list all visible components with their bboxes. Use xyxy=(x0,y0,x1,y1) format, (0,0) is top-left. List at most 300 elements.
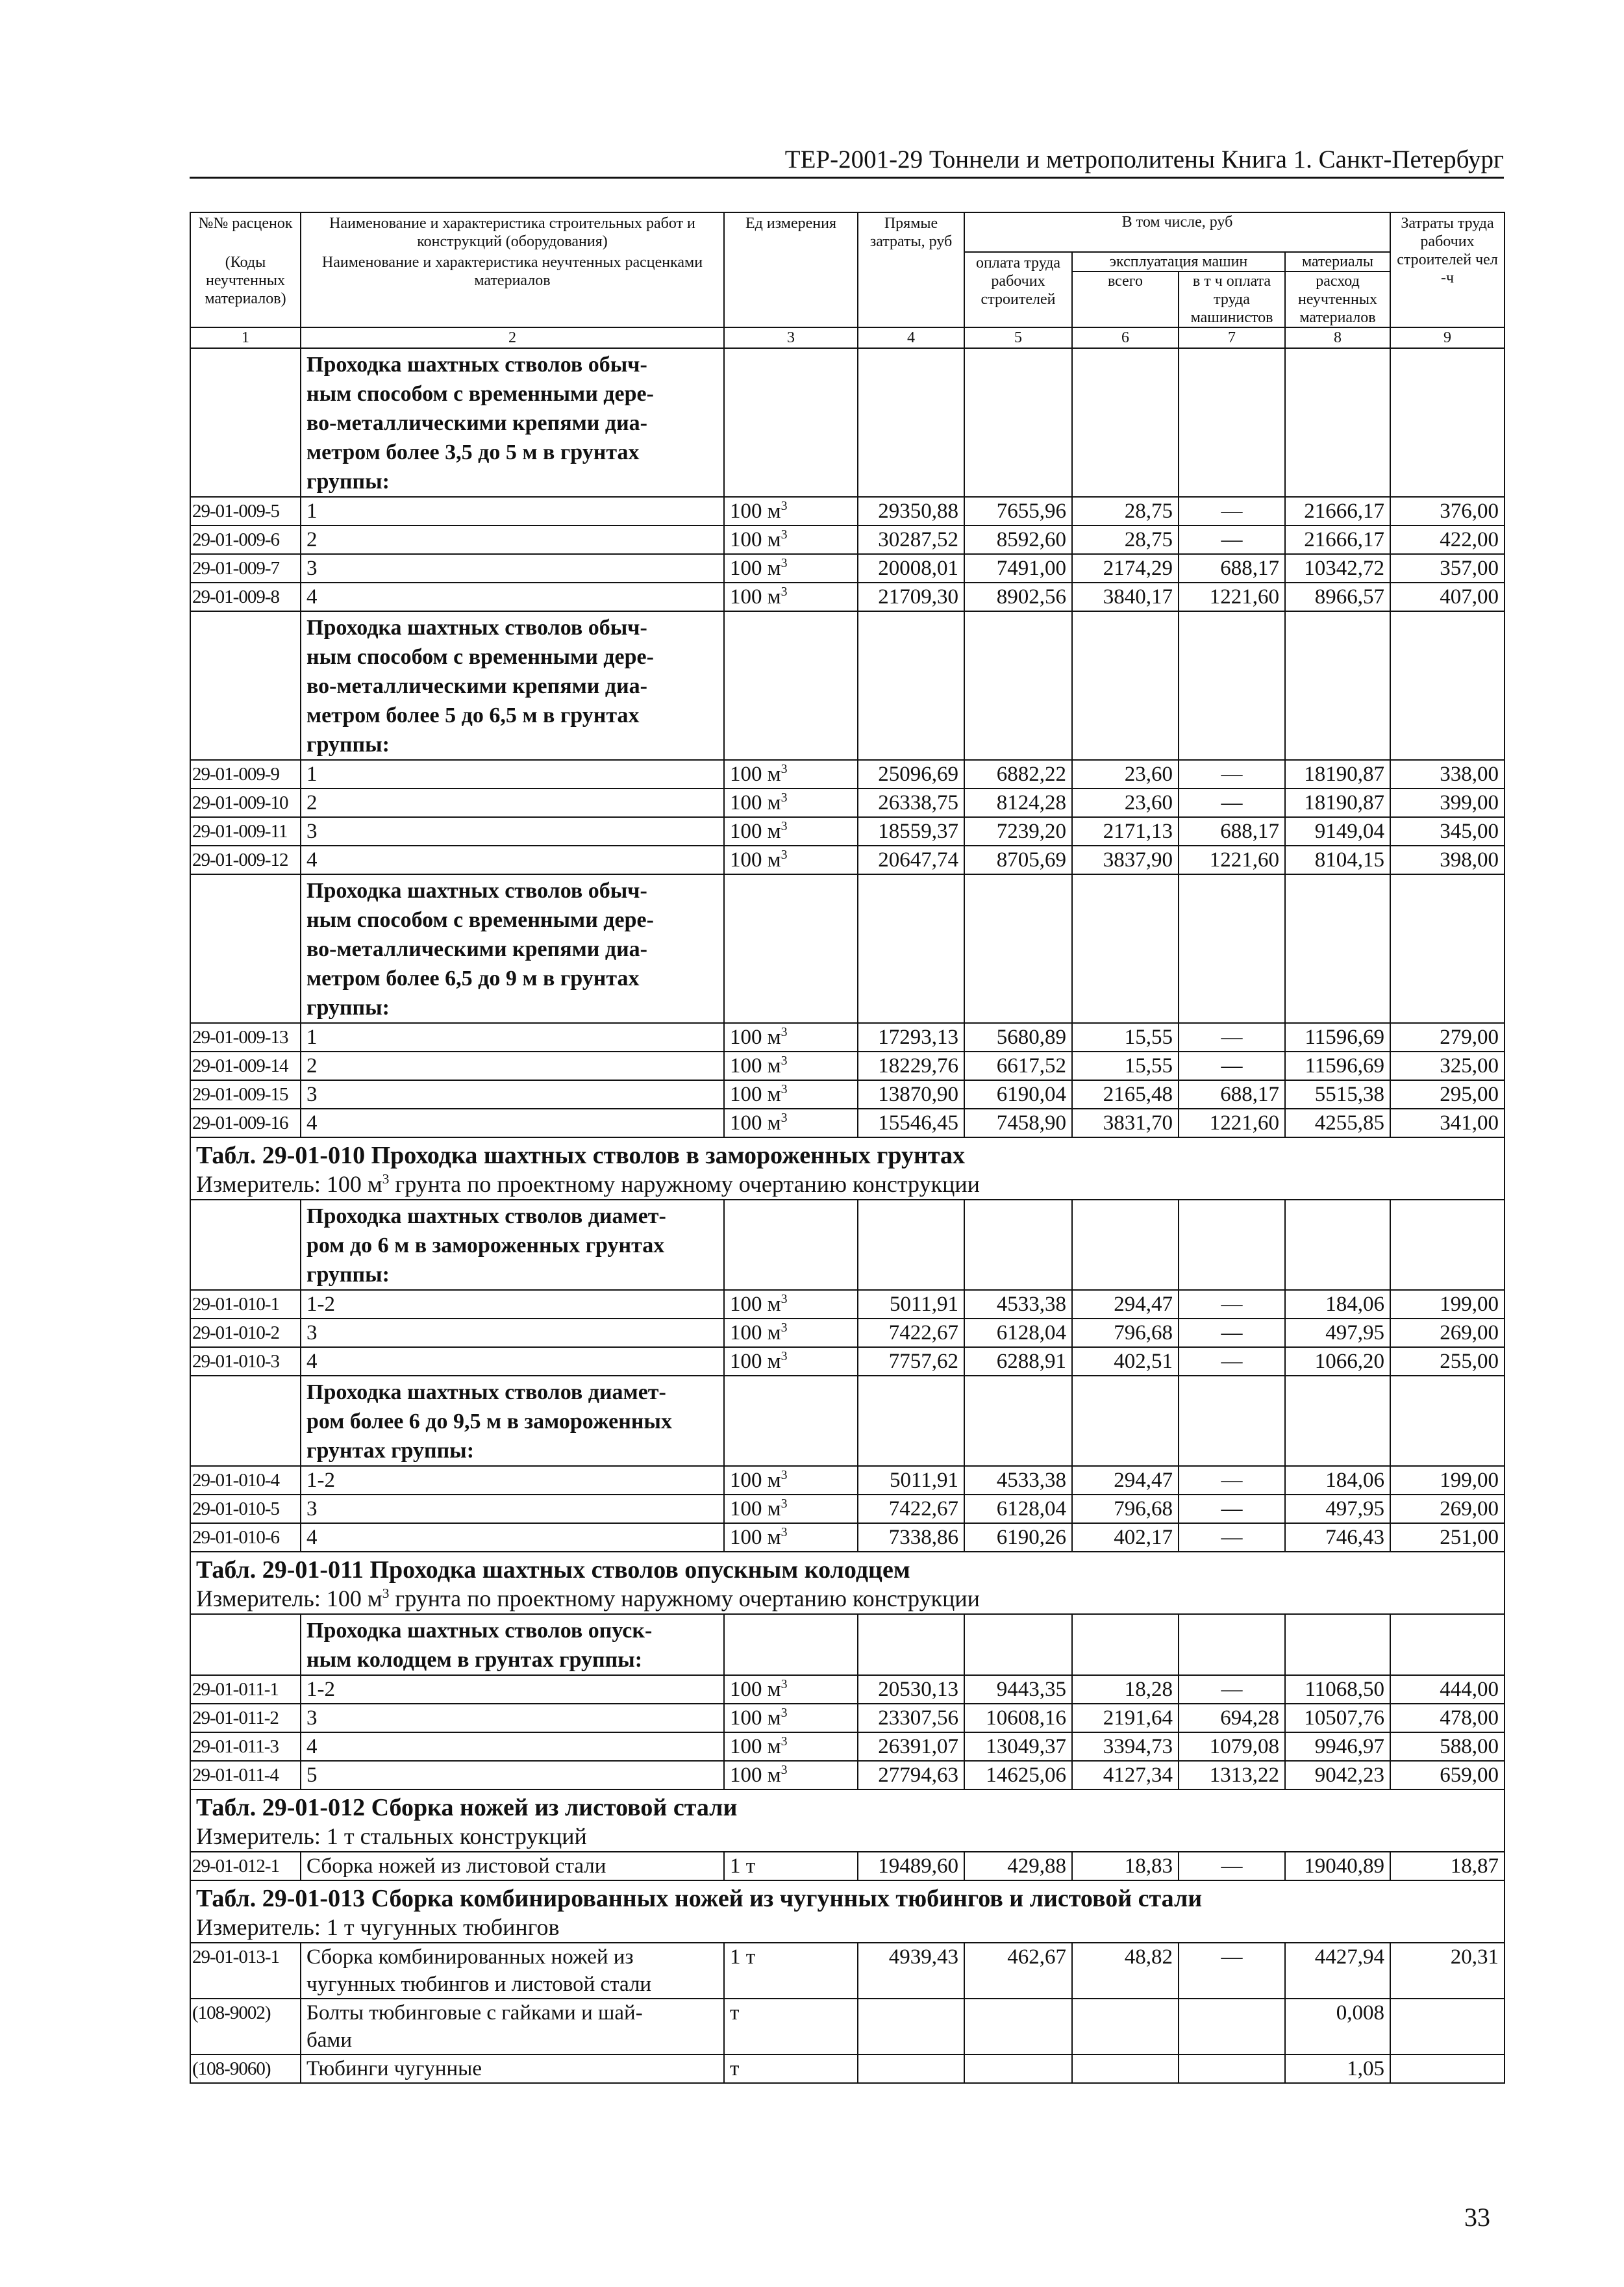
rate-code: (108-9060) xyxy=(190,2054,301,2083)
table-row xyxy=(190,554,1505,583)
table-row xyxy=(190,2054,1505,2083)
group-heading-row xyxy=(190,1376,1505,1466)
materials-cost: 8104,15 xyxy=(1285,846,1390,874)
empty-cell xyxy=(1390,1614,1505,1675)
table-row xyxy=(190,760,1505,789)
labor-hours: 199,00 xyxy=(1390,1466,1505,1495)
empty-cell xyxy=(1285,1376,1390,1466)
table-row xyxy=(190,1704,1505,1732)
unit-cell xyxy=(724,846,858,874)
work-name: Тюбинги чугунные xyxy=(301,2054,724,2083)
unit-exponent: 3 xyxy=(781,1468,788,1482)
measure-label: Измеритель: 100 м xyxy=(196,1171,382,1197)
empty-cell xyxy=(858,874,964,1023)
rate-code: 29-01-009-14 xyxy=(190,1052,301,1080)
unit-exponent: 3 xyxy=(781,848,788,862)
unit-exponent: 3 xyxy=(781,1525,788,1539)
work-name: 1-2 xyxy=(301,1290,724,1319)
labor-hours: 588,00 xyxy=(1390,1732,1505,1761)
machine-cost: 294,47 xyxy=(1072,1290,1179,1319)
rate-code: 29-01-011-2 xyxy=(190,1704,301,1732)
labor-cost: 7491,00 xyxy=(964,554,1072,583)
empty-cell xyxy=(1179,1376,1285,1466)
work-name: 4 xyxy=(301,1523,724,1552)
unit-cell xyxy=(724,1109,858,1137)
table-row xyxy=(190,1023,1505,1052)
machine-cost xyxy=(1072,1999,1179,2054)
materials-cost: 18190,87 xyxy=(1285,789,1390,817)
labor-cost xyxy=(964,2054,1072,2083)
machine-cost: 18,28 xyxy=(1072,1675,1179,1704)
rate-code: 29-01-009-11 xyxy=(190,817,301,846)
section-heading-row xyxy=(190,1137,1505,1200)
column-number: 4 xyxy=(858,327,964,348)
machine-cost: 2165,48 xyxy=(1072,1080,1179,1109)
empty-cell xyxy=(1390,1200,1505,1290)
table-row xyxy=(190,497,1505,525)
unit-cell xyxy=(724,1523,858,1552)
materials-cost: 0,008 xyxy=(1285,1999,1390,2054)
materials-cost: 4255,85 xyxy=(1285,1109,1390,1137)
machinist-labor: — xyxy=(1179,789,1285,817)
materials-cost: 10342,72 xyxy=(1285,554,1390,583)
unit-cell xyxy=(724,1495,858,1523)
direct-cost: 15546,45 xyxy=(858,1109,964,1137)
section-heading xyxy=(190,1880,1505,1943)
labor-hours: 295,00 xyxy=(1390,1080,1505,1109)
table-body xyxy=(190,348,1505,2083)
empty-cell xyxy=(1179,1200,1285,1290)
section-title: Табл. 29-01-010 Проходка шахтных стволов в замороженных грунтах xyxy=(196,1142,966,1169)
group-title: Проходка шахтных стволов опуск- ным колодцем в грунтах группы: xyxy=(301,1614,724,1675)
machinist-labor: 688,17 xyxy=(1179,554,1285,583)
labor-hours: 18,87 xyxy=(1390,1852,1505,1880)
empty-cell xyxy=(1390,348,1505,497)
group-heading-row xyxy=(190,1200,1505,1290)
empty-cell xyxy=(1390,611,1505,760)
section-measure xyxy=(196,1823,1499,1850)
machinist-labor: — xyxy=(1179,1852,1285,1880)
unit-exponent: 3 xyxy=(781,1054,788,1068)
labor-cost: 4533,38 xyxy=(964,1290,1072,1319)
unit-cell xyxy=(724,1052,858,1080)
work-name: 2 xyxy=(301,789,724,817)
work-name: 3 xyxy=(301,554,724,583)
labor-hours: 398,00 xyxy=(1390,846,1505,874)
unit-cell xyxy=(724,760,858,789)
unit-text: 100 м xyxy=(730,585,781,609)
unit-cell xyxy=(724,1852,858,1880)
machine-cost: 28,75 xyxy=(1072,525,1179,554)
unit-text: 100 м xyxy=(730,499,781,523)
empty-cell xyxy=(1285,611,1390,760)
rate-code: 29-01-010-2 xyxy=(190,1319,301,1347)
rate-code: 29-01-009-7 xyxy=(190,554,301,583)
machine-cost: 18,83 xyxy=(1072,1852,1179,1880)
table-row xyxy=(190,1109,1505,1137)
machine-cost: 28,75 xyxy=(1072,497,1179,525)
unit-text: 100 м xyxy=(730,791,781,815)
rate-code: 29-01-009-5 xyxy=(190,497,301,525)
direct-cost: 26391,07 xyxy=(858,1732,964,1761)
labor-cost: 13049,37 xyxy=(964,1732,1072,1761)
empty-cell xyxy=(1179,348,1285,497)
labor-cost: 6128,04 xyxy=(964,1319,1072,1347)
direct-cost: 20647,74 xyxy=(858,846,964,874)
unit-exponent: 3 xyxy=(781,1734,788,1749)
empty-cell xyxy=(858,1614,964,1675)
labor-cost: 429,88 xyxy=(964,1852,1072,1880)
work-name: Сборка ножей из листовой стали xyxy=(301,1852,724,1880)
empty-cell xyxy=(724,1200,858,1290)
column-number: 9 xyxy=(1390,327,1505,348)
rate-code: 29-01-013-1 xyxy=(190,1943,301,1999)
machinist-labor xyxy=(1179,2054,1285,2083)
unit-exponent: 3 xyxy=(781,1320,788,1335)
work-name: 3 xyxy=(301,1080,724,1109)
section-measure xyxy=(196,1170,1499,1198)
table-row xyxy=(190,1495,1505,1523)
group-title: Проходка шахтных стволов обыч- ным способом с временными дере- во-металлическими крепями диа- метром более 6,5 до 9 м в грунтах группы: xyxy=(301,874,724,1023)
materials-cost: 4427,94 xyxy=(1285,1943,1390,1999)
materials-cost: 10507,76 xyxy=(1285,1704,1390,1732)
empty-cell xyxy=(1390,874,1505,1023)
labor-hours xyxy=(1390,2054,1505,2083)
col2-header: Наименование и характеристика строительных работ и конструкций (оборудования) xyxy=(301,212,724,252)
unit-exponent: 3 xyxy=(781,1349,788,1363)
direct-cost: 20008,01 xyxy=(858,554,964,583)
col8-header: расход неучтенных материалов xyxy=(1298,273,1377,326)
col4-header: Прямые затраты, руб xyxy=(858,212,964,327)
unit-text: 100 м xyxy=(730,1321,781,1345)
machinist-labor: 1221,60 xyxy=(1179,846,1285,874)
column-number: 6 xyxy=(1072,327,1179,348)
empty-cell xyxy=(964,1376,1072,1466)
work-name: 2 xyxy=(301,1052,724,1080)
unit-exponent: 3 xyxy=(781,1497,788,1511)
work-name: 1 xyxy=(301,760,724,789)
group-heading-row xyxy=(190,611,1505,760)
unit-text: 100 м xyxy=(730,1763,781,1787)
labor-hours: 444,00 xyxy=(1390,1675,1505,1704)
empty-cell xyxy=(724,1614,858,1675)
table-row xyxy=(190,583,1505,611)
direct-cost: 17293,13 xyxy=(858,1023,964,1052)
direct-cost: 27794,63 xyxy=(858,1761,964,1789)
labor-cost: 6190,26 xyxy=(964,1523,1072,1552)
measure-label: Измеритель: 1 т стальных конструкций xyxy=(196,1823,587,1849)
unit-cell xyxy=(724,1675,858,1704)
empty-cell xyxy=(724,1376,858,1466)
direct-cost: 7338,86 xyxy=(858,1523,964,1552)
work-name: 1-2 xyxy=(301,1675,724,1704)
work-name: 3 xyxy=(301,1704,724,1732)
section-heading xyxy=(190,1137,1505,1200)
machine-cost: 4127,34 xyxy=(1072,1761,1179,1789)
unit-text: 100 м xyxy=(730,1026,781,1049)
labor-hours: 269,00 xyxy=(1390,1495,1505,1523)
section-title: Табл. 29-01-013 Сборка комбинированных ножей из чугунных тюбингов и листовой стали xyxy=(196,1885,1203,1912)
group-heading-row xyxy=(190,1614,1505,1675)
unit-text: т xyxy=(730,2001,740,2025)
machinist-labor: 1221,60 xyxy=(1179,583,1285,611)
empty-cell xyxy=(1285,1200,1390,1290)
labor-hours: 345,00 xyxy=(1390,817,1505,846)
unit-text: 100 м xyxy=(730,1054,781,1078)
work-name: 2 xyxy=(301,525,724,554)
machine-cost: 15,55 xyxy=(1072,1023,1179,1052)
column-numbers-row xyxy=(190,327,1505,348)
empty-cell xyxy=(1072,1200,1179,1290)
machinist-labor: 694,28 xyxy=(1179,1704,1285,1732)
empty-cell xyxy=(964,611,1072,760)
materials-cost: 1,05 xyxy=(1285,2054,1390,2083)
rate-code: 29-01-009-9 xyxy=(190,760,301,789)
unit-cell xyxy=(724,1080,858,1109)
labor-cost: 8592,60 xyxy=(964,525,1072,554)
direct-cost: 7422,67 xyxy=(858,1319,964,1347)
work-name: 4 xyxy=(301,1347,724,1376)
labor-cost: 6190,04 xyxy=(964,1080,1072,1109)
work-name: 4 xyxy=(301,846,724,874)
column-number: 7 xyxy=(1179,327,1285,348)
measure-exponent: 3 xyxy=(382,1586,390,1601)
section-heading-row xyxy=(190,1552,1505,1614)
machine-cost: 3840,17 xyxy=(1072,583,1179,611)
empty-cell xyxy=(724,348,858,497)
table-row xyxy=(190,1290,1505,1319)
labor-cost: 6128,04 xyxy=(964,1495,1072,1523)
labor-cost: 7655,96 xyxy=(964,497,1072,525)
rate-code: 29-01-009-8 xyxy=(190,583,301,611)
machinist-labor: — xyxy=(1179,1943,1285,1999)
group-heading-row xyxy=(190,348,1505,497)
unit-text: 100 м xyxy=(730,820,781,843)
labor-cost: 10608,16 xyxy=(964,1704,1072,1732)
work-name: 1-2 xyxy=(301,1466,724,1495)
labor-hours: 255,00 xyxy=(1390,1347,1505,1376)
column-number: 2 xyxy=(301,327,724,348)
materials-cost: 746,43 xyxy=(1285,1523,1390,1552)
materials-cost: 11596,69 xyxy=(1285,1052,1390,1080)
unit-text: 100 м xyxy=(730,1111,781,1135)
empty-cell xyxy=(1285,874,1390,1023)
machinist-labor: 1221,60 xyxy=(1179,1109,1285,1137)
labor-cost: 9443,35 xyxy=(964,1675,1072,1704)
empty-cell xyxy=(1179,874,1285,1023)
code-cell xyxy=(190,1200,301,1290)
code-cell xyxy=(190,611,301,760)
empty-cell xyxy=(1179,611,1285,760)
machine-cost: 294,47 xyxy=(1072,1466,1179,1495)
machinist-labor: 688,17 xyxy=(1179,1080,1285,1109)
empty-cell xyxy=(858,1200,964,1290)
machine-cost: 402,51 xyxy=(1072,1347,1179,1376)
work-name: 1 xyxy=(301,1023,724,1052)
labor-cost: 8705,69 xyxy=(964,846,1072,874)
unit-exponent: 3 xyxy=(781,499,788,513)
empty-cell xyxy=(1072,1614,1179,1675)
direct-cost: 13870,90 xyxy=(858,1080,964,1109)
machinist-labor xyxy=(1179,1999,1285,2054)
code-cell xyxy=(190,1376,301,1466)
materials-cost: 1066,20 xyxy=(1285,1347,1390,1376)
direct-cost: 29350,88 xyxy=(858,497,964,525)
work-name: 4 xyxy=(301,1109,724,1137)
machine-cost: 402,17 xyxy=(1072,1523,1179,1552)
group-heading-row xyxy=(190,874,1505,1023)
direct-cost: 19489,60 xyxy=(858,1852,964,1880)
rate-code: 29-01-009-6 xyxy=(190,525,301,554)
machine-cost: 796,68 xyxy=(1072,1495,1179,1523)
machinist-labor: — xyxy=(1179,1347,1285,1376)
materials-cost: 184,06 xyxy=(1285,1466,1390,1495)
unit-text: 100 м xyxy=(730,557,781,580)
measure-label: Измеритель: 1 т чугунных тюбингов xyxy=(196,1914,560,1940)
labor-cost xyxy=(964,1999,1072,2054)
col3-header: Ед измерения xyxy=(724,212,858,327)
direct-cost: 18559,37 xyxy=(858,817,964,846)
labor-hours: 338,00 xyxy=(1390,760,1505,789)
labor-cost: 4533,38 xyxy=(964,1466,1072,1495)
labor-hours: 407,00 xyxy=(1390,583,1505,611)
unit-cell xyxy=(724,1999,858,2054)
unit-exponent: 3 xyxy=(781,819,788,833)
labor-hours: 399,00 xyxy=(1390,789,1505,817)
table-row xyxy=(190,1761,1505,1789)
unit-text: 1 т xyxy=(730,1945,756,1969)
materials-cost: 8966,57 xyxy=(1285,583,1390,611)
machine-cost: 2174,29 xyxy=(1072,554,1179,583)
machine-cost: 15,55 xyxy=(1072,1052,1179,1080)
unit-cell xyxy=(724,2054,858,2083)
materials-cost: 21666,17 xyxy=(1285,497,1390,525)
empty-cell xyxy=(724,611,858,760)
column-number: 1 xyxy=(190,327,301,348)
empty-cell xyxy=(1390,1376,1505,1466)
rate-code: 29-01-011-4 xyxy=(190,1761,301,1789)
column-number: 8 xyxy=(1285,327,1390,348)
unit-exponent: 3 xyxy=(781,556,788,570)
group-title: Проходка шахтных стволов диамет- ром более 6 до 9,5 м в замороженных грунтах группы: xyxy=(301,1376,724,1466)
work-name: 3 xyxy=(301,817,724,846)
labor-hours: 269,00 xyxy=(1390,1319,1505,1347)
col7-header: в т ч оплата труда машинистов xyxy=(1190,273,1273,326)
labor-hours: 357,00 xyxy=(1390,554,1505,583)
machinist-labor: — xyxy=(1179,1023,1285,1052)
unit-exponent: 3 xyxy=(781,1706,788,1720)
group-title: Проходка шахтных стволов обыч- ным способом с временными дере- во-металлическими крепями диа- метром более 5 до 6,5 м в грунтах группы: xyxy=(301,611,724,760)
work-name: 5 xyxy=(301,1761,724,1789)
materials-cost: 11068,50 xyxy=(1285,1675,1390,1704)
rate-code: 29-01-010-6 xyxy=(190,1523,301,1552)
empty-cell xyxy=(1285,348,1390,497)
machine-cost xyxy=(1072,2054,1179,2083)
empty-cell xyxy=(724,874,858,1023)
unit-text: 100 м xyxy=(730,763,781,786)
unit-cell xyxy=(724,1704,858,1732)
code-cell xyxy=(190,348,301,497)
empty-cell xyxy=(1072,1376,1179,1466)
unit-cell xyxy=(724,525,858,554)
table-row xyxy=(190,1943,1505,1999)
machinist-labor: — xyxy=(1179,1495,1285,1523)
table-row xyxy=(190,1080,1505,1109)
rate-code: 29-01-009-16 xyxy=(190,1109,301,1137)
section-measure xyxy=(196,1585,1499,1612)
unit-cell xyxy=(724,1023,858,1052)
section-heading-row xyxy=(190,1789,1505,1852)
unit-text: 100 м xyxy=(730,1469,781,1492)
unit-cell xyxy=(724,1466,858,1495)
rate-code: 29-01-011-3 xyxy=(190,1732,301,1761)
labor-cost: 7458,90 xyxy=(964,1109,1072,1137)
rate-code: 29-01-012-1 xyxy=(190,1852,301,1880)
empty-cell xyxy=(964,874,1072,1023)
unit-text: 100 м xyxy=(730,848,781,872)
table-row xyxy=(190,1999,1505,2054)
empty-cell xyxy=(1072,348,1179,497)
labor-hours: 478,00 xyxy=(1390,1704,1505,1732)
labor-hours xyxy=(1390,1999,1505,2054)
running-title: ТЕР-2001-29 Тоннели и метрополитены Книга 1. Санкт-Петербург xyxy=(190,144,1504,179)
direct-cost xyxy=(858,2054,964,2083)
machinist-labor: — xyxy=(1179,497,1285,525)
rate-code: 29-01-009-10 xyxy=(190,789,301,817)
unit-exponent: 3 xyxy=(781,1082,788,1096)
empty-cell xyxy=(858,1376,964,1466)
table-row xyxy=(190,1732,1505,1761)
measure-label: Измеритель: 100 м xyxy=(196,1586,382,1611)
page-number: 33 xyxy=(1464,2203,1490,2232)
col5-header: оплата труда рабочих строителей xyxy=(964,252,1072,327)
direct-cost: 30287,52 xyxy=(858,525,964,554)
direct-cost: 7757,62 xyxy=(858,1347,964,1376)
labor-cost: 6617,52 xyxy=(964,1052,1072,1080)
labor-cost: 14625,06 xyxy=(964,1761,1072,1789)
unit-exponent: 3 xyxy=(781,790,788,805)
rate-code: (108-9002) xyxy=(190,1999,301,2054)
machine-cost: 3837,90 xyxy=(1072,846,1179,874)
rate-code: 29-01-009-15 xyxy=(190,1080,301,1109)
materials-cost: 21666,17 xyxy=(1285,525,1390,554)
materials-cost: 5515,38 xyxy=(1285,1080,1390,1109)
unit-cell xyxy=(724,583,858,611)
unit-text: 100 м xyxy=(730,1706,781,1730)
work-name: Болты тюбинговые с гайками и шай- бами xyxy=(301,1999,724,2054)
unit-cell xyxy=(724,817,858,846)
section-title: Табл. 29-01-012 Сборка ножей из листовой стали xyxy=(196,1794,738,1821)
work-name: 3 xyxy=(301,1319,724,1347)
direct-cost xyxy=(858,1999,964,2054)
column-number: 3 xyxy=(724,327,858,348)
empty-cell xyxy=(964,1614,1072,1675)
materials-cost: 497,95 xyxy=(1285,1319,1390,1347)
unit-cell xyxy=(724,497,858,525)
machinist-labor: 1313,22 xyxy=(1179,1761,1285,1789)
labor-cost: 8902,56 xyxy=(964,583,1072,611)
col1-header: №№ расценок xyxy=(190,212,301,252)
labor-cost: 6882,22 xyxy=(964,760,1072,789)
machine-cost: 23,60 xyxy=(1072,789,1179,817)
machinist-labor: — xyxy=(1179,1675,1285,1704)
rate-code: 29-01-011-1 xyxy=(190,1675,301,1704)
labor-cost: 8124,28 xyxy=(964,789,1072,817)
unit-cell xyxy=(724,1347,858,1376)
machines-header: эксплуатация машин xyxy=(1073,253,1284,272)
machinist-labor: — xyxy=(1179,525,1285,554)
machinist-labor: 688,17 xyxy=(1179,817,1285,846)
